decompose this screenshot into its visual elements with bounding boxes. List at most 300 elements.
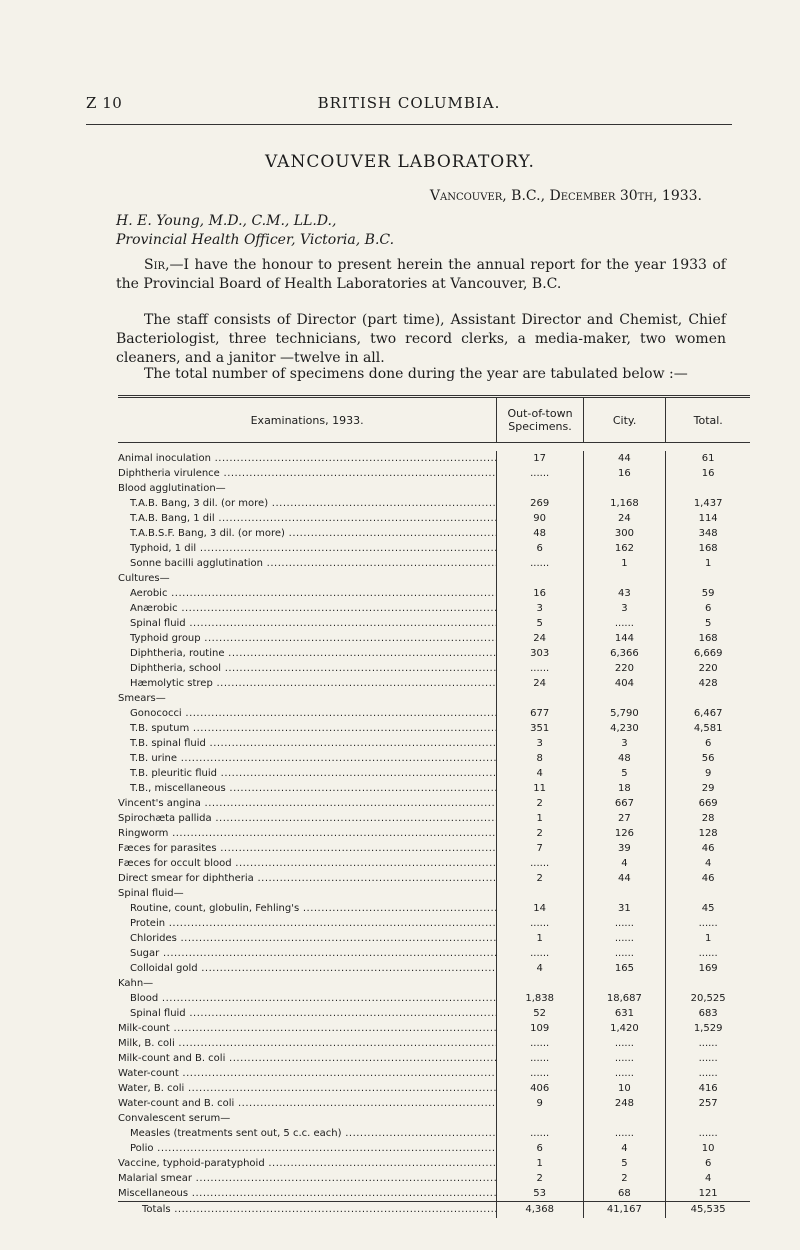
row-total: ...... [698,1053,718,1064]
row-total [666,571,750,586]
table-row [118,841,750,856]
table-row [118,1186,750,1201]
table-row [118,481,750,496]
row-label-text: Water, B. coli ..... [118,1083,497,1094]
row-label-text: Aerobic ..... [130,588,497,599]
row-total: 1,529 [693,1023,723,1034]
row-label [118,676,497,691]
table-row [118,586,750,601]
table-row [118,751,750,766]
row-label [118,601,497,616]
row-city: 5 [584,1156,667,1171]
row-label-text: Ringworm ..... [118,828,497,839]
row-total: 59 [701,588,715,599]
row-city: 4 [584,856,667,871]
row-label-text: T.B. pleuritic fluid ..... [130,768,497,779]
row-out-of-town: 16 [497,586,584,601]
row-label-text: T.A.B. Bang, 3 dil. (or more) ..... [130,498,497,509]
row-city: 18,687 [584,991,667,1006]
row-city: ...... [584,1126,667,1141]
row-total: ...... [698,1038,718,1049]
row-out-of-town: 1,838 [497,991,584,1006]
row-city: 404 [584,676,667,691]
row-label [118,541,497,556]
table-row [118,886,750,901]
row-label [118,961,497,976]
row-label [118,781,497,796]
row-city [584,481,667,496]
row-total: 669 [698,798,718,809]
table-row [118,901,750,916]
intro-text: —I have the honour to present herein the annual report for the year 1933 of the Provincial Board of Health Laboratories at Vancouver, B.C. [116,257,726,292]
row-total: 121 [698,1188,718,1199]
row-label-text: Typhoid group ..... [130,633,497,644]
row-out-of-town: 269 [497,496,584,511]
row-city [584,976,667,991]
table-row [118,541,750,556]
row-out-of-town [497,1111,584,1126]
row-total: 20,525 [690,993,726,1004]
row-label [118,526,497,541]
row-out-of-town: 1 [497,1156,584,1171]
row-out-of-town: 53 [497,1186,584,1201]
table-row [118,931,750,946]
row-label [118,1081,497,1096]
table-row [118,871,750,886]
row-city [584,1111,667,1126]
row-total: 257 [698,1098,718,1109]
row-label [118,811,497,826]
row-total: 6,467 [693,708,723,719]
row-label-text: T.B. urine ..... [130,753,497,764]
table-row [118,781,750,796]
row-out-of-town: 351 [497,721,584,736]
row-total: 683 [698,1008,718,1019]
row-city: 165 [584,961,667,976]
row-city: 1,168 [584,496,667,511]
row-total: 9 [704,768,712,779]
row-total: 4,581 [693,723,723,734]
row-out-of-town: 8 [497,751,584,766]
row-city: 667 [584,796,667,811]
row-label [118,976,497,991]
row-label [118,1186,497,1201]
row-label [118,481,497,496]
row-out-of-town: ...... [497,1126,584,1141]
row-city: 16 [584,466,667,481]
table-row [118,1021,750,1036]
row-label-text: T.B. spinal fluid ..... [130,738,497,749]
row-city: 2 [584,1171,667,1186]
row-total: 168 [698,543,718,554]
table-row [118,631,750,646]
table-row [118,1006,750,1021]
row-label [118,736,497,751]
row-label [118,871,497,886]
row-total: 4 [704,1173,712,1184]
specimens-table [118,395,750,1218]
row-total: 45 [701,903,715,914]
col-header-total: Total. [693,413,723,427]
row-city: 1 [584,556,667,571]
row-total: 1 [704,933,712,944]
row-label [118,841,497,856]
row-total: 128 [698,828,718,839]
row-label [118,631,497,646]
table-row [118,811,750,826]
row-out-of-town: 5 [497,616,584,631]
row-city: ...... [584,1051,667,1066]
row-label-text: Sonne bacilli agglutination ..... [130,558,497,569]
table-row [118,1141,750,1156]
table-row [118,1036,750,1051]
table-row [118,1171,750,1186]
row-label-text: Fæces for occult blood ..... [118,858,497,869]
row-city: 248 [584,1096,667,1111]
row-total: 56 [701,753,715,764]
row-label [118,1126,497,1141]
row-total: 4 [704,858,712,869]
row-label [118,721,497,736]
table-header-row [118,398,750,443]
table-row [118,916,750,931]
table-row [118,1096,750,1111]
row-label-text: Diphtheria, school ..... [130,663,497,674]
row-city: 300 [584,526,667,541]
row-out-of-town: 303 [497,646,584,661]
row-label [118,751,497,766]
report-title: VANCOUVER LABORATORY. [265,152,535,172]
row-city: 44 [584,871,667,886]
addressee [116,212,394,250]
row-out-of-town: ...... [497,1051,584,1066]
row-out-of-town: 4 [497,766,584,781]
row-out-of-town: 2 [497,826,584,841]
row-label-text: Sugar ..... [130,948,497,959]
row-label [118,1141,497,1156]
row-label-text: Chlorides ..... [130,933,497,944]
row-out-of-town: ...... [497,556,584,571]
row-label-text: Polio ..... [130,1143,497,1154]
table-row [118,676,750,691]
row-label-text: T.A.B. Bang, 1 dil ..... [130,513,497,524]
row-out-of-town: 52 [497,1006,584,1021]
row-label [118,856,497,871]
row-label [118,706,497,721]
paragraph-intro [116,256,726,294]
paragraph-table-intro: The total number of specimens done during the year are tabulated below :— [144,366,688,382]
row-label [118,646,497,661]
row-label-text: Protein ..... [130,918,497,929]
row-label [118,1156,497,1171]
row-total: 46 [701,873,715,884]
table-row [118,1051,750,1066]
row-city: 44 [584,451,667,466]
row-label [118,616,497,631]
row-out-of-town: ...... [497,946,584,961]
row-label-text: Routine, count, globulin, Fehling's ..... [130,903,497,914]
row-city: 4,230 [584,721,667,736]
row-label-text: Hæmolytic strep ..... [130,678,497,689]
row-out-of-town: 1 [497,931,584,946]
row-label [118,1171,497,1186]
row-city: 5,790 [584,706,667,721]
row-total: 6 [704,603,712,614]
row-city: ...... [584,616,667,631]
table-row [118,661,750,676]
table-row [118,796,750,811]
row-city: ...... [584,931,667,946]
row-city [584,691,667,706]
running-title: BRITISH COLUMBIA. [317,94,501,112]
page-header [86,94,732,125]
row-label-text: T.B. sputum ..... [130,723,497,734]
row-label-text: Smears— [118,693,166,704]
row-total: 1,437 [693,498,723,509]
totals-row [118,1201,750,1218]
row-label [118,1096,497,1111]
row-total: 114 [698,513,718,524]
row-out-of-town: 7 [497,841,584,856]
row-total: 6 [704,738,712,749]
row-city: ...... [584,1066,667,1081]
table-row [118,766,750,781]
table-row [118,466,750,481]
row-total: ...... [698,918,718,929]
row-label-text: Milk-count ..... [118,1023,497,1034]
table-row [118,706,750,721]
table-body [118,451,750,1201]
row-out-of-town: 2 [497,1171,584,1186]
table-row [118,736,750,751]
row-city: 3 [584,736,667,751]
row-out-of-town: ...... [497,916,584,931]
row-label [118,466,497,481]
table-row [118,946,750,961]
row-label [118,496,497,511]
row-label-text: Miscellaneous ..... [118,1188,497,1199]
row-city: 162 [584,541,667,556]
row-label-text: Milk-count and B. coli ..... [118,1053,497,1064]
row-label-text: Direct smear for diphtheria ..... [118,873,497,884]
row-total: 1 [704,558,712,569]
table-row [118,1126,750,1141]
row-label [118,931,497,946]
row-total: 16 [701,468,715,479]
row-label [118,946,497,961]
row-label-text: Colloidal gold ..... [130,963,497,974]
row-out-of-town: 2 [497,796,584,811]
row-total [666,691,750,706]
row-label-text: Spinal fluid— [118,888,184,899]
row-city: 18 [584,781,667,796]
row-city: ...... [584,1036,667,1051]
row-out-of-town: ...... [497,1066,584,1081]
row-label-text: Blood ..... [130,993,497,1004]
row-label-text: Vincent's angina ..... [118,798,497,809]
row-label [118,1111,497,1126]
row-city: 631 [584,1006,667,1021]
row-city: ...... [584,916,667,931]
row-total: 61 [701,453,715,464]
row-city: 43 [584,586,667,601]
row-total: 348 [698,528,718,539]
row-out-of-town: 406 [497,1081,584,1096]
row-city: 24 [584,511,667,526]
row-label-text: Convalescent serum— [118,1113,231,1124]
row-out-of-town: 2 [497,871,584,886]
row-label-text: Diphtheria virulence ..... [118,468,497,479]
row-label-text: Spirochæta pallida ..... [118,813,497,824]
table-row [118,571,750,586]
table-row [118,616,750,631]
row-out-of-town: 3 [497,601,584,616]
row-label-text: Water-count ..... [118,1068,497,1079]
row-label-text: Water-count and B. coli ..... [118,1098,497,1109]
row-out-of-town: 14 [497,901,584,916]
row-total: 416 [698,1083,718,1094]
row-out-of-town: ...... [497,856,584,871]
row-label [118,886,497,901]
row-city: 27 [584,811,667,826]
row-out-of-town: 11 [497,781,584,796]
row-total: 6,669 [693,648,723,659]
row-total: 46 [701,843,715,854]
row-label-text: Typhoid, 1 dil ..... [130,543,497,554]
row-total [666,886,750,901]
table-row [118,991,750,1006]
row-city: 3 [584,601,667,616]
table-row [118,601,750,616]
row-label [118,661,497,676]
table-row [118,1081,750,1096]
totals-label: Totals ..... [118,1202,497,1218]
row-city: 48 [584,751,667,766]
row-city: 144 [584,631,667,646]
row-total [666,481,750,496]
row-total [666,976,750,991]
table-row [118,1066,750,1081]
row-total: 29 [701,783,715,794]
table-row [118,691,750,706]
row-total: 6 [704,1158,712,1169]
table-row [118,961,750,976]
row-label-text: Spinal fluid ..... [130,1008,497,1019]
table-row [118,511,750,526]
row-label-text: Diphtheria, routine ..... [130,648,497,659]
row-city: 126 [584,826,667,841]
row-city [584,886,667,901]
row-total: 10 [701,1143,715,1154]
row-city: 31 [584,901,667,916]
row-label-text: T.A.B.S.F. Bang, 3 dil. (or more) ..... [130,528,497,539]
row-total: ...... [698,1128,718,1139]
row-total: 168 [698,633,718,644]
row-total [666,1111,750,1126]
row-label [118,691,497,706]
row-city: 5 [584,766,667,781]
row-label [118,1051,497,1066]
row-out-of-town: ...... [497,466,584,481]
row-out-of-town: 90 [497,511,584,526]
totals-out-of-town: 4,368 [497,1202,584,1218]
row-total: ...... [698,948,718,959]
row-out-of-town: 24 [497,631,584,646]
row-label [118,556,497,571]
table-row [118,826,750,841]
salutation: Sir, [144,257,170,273]
row-city [584,571,667,586]
row-label [118,451,497,466]
row-label [118,1006,497,1021]
addressee-name: H. E. Young, M.D., C.M., LL.D., [116,213,337,229]
row-out-of-town: 4 [497,961,584,976]
row-label-text: Kahn— [118,978,154,989]
row-total: 428 [698,678,718,689]
row-out-of-town: 6 [497,541,584,556]
table-row [118,646,750,661]
row-label-text: Milk, B. coli ..... [118,1038,497,1049]
row-label [118,826,497,841]
row-label [118,511,497,526]
row-out-of-town: 677 [497,706,584,721]
row-city: ...... [584,946,667,961]
table-row [118,451,750,466]
row-out-of-town: 3 [497,736,584,751]
row-label [118,901,497,916]
table-row [118,721,750,736]
col-header-examinations: Examinations, 1933. [118,398,497,442]
dateline: Vancouver, B.C., December 30th, 1933. [429,188,702,204]
row-label [118,571,497,586]
row-out-of-town: 48 [497,526,584,541]
table-row [118,526,750,541]
row-total: 169 [698,963,718,974]
table-row [118,496,750,511]
row-label-text: Animal inoculation ..... [118,453,497,464]
row-label-text: Gonococci ..... [130,708,497,719]
row-label-text: Anærobic ..... [130,603,497,614]
row-total: 220 [698,663,718,674]
row-city: 39 [584,841,667,856]
table-row [118,856,750,871]
row-label [118,586,497,601]
row-city: 10 [584,1081,667,1096]
row-label [118,796,497,811]
row-out-of-town: 9 [497,1096,584,1111]
row-label-text: Cultures— [118,573,170,584]
row-total: 28 [701,813,715,824]
paragraph-staff: The staff consists of Director (part time), Assistant Director and Chemist, Chief Bacteriologist, three technicians, two record clerks, a media-maker, two women cleaners, and a janitor —twelve in all. [116,312,726,366]
col-header-city: City. [584,398,667,442]
row-total: 5 [704,618,712,629]
row-label [118,1066,497,1081]
row-out-of-town [497,571,584,586]
row-out-of-town [497,481,584,496]
row-label-text: Measles (treatments sent out, 5 c.c. each) ..... [130,1128,497,1139]
row-out-of-town: 17 [497,451,584,466]
col-header-out-of-town: Out-of-town Specimens. [497,398,584,442]
row-label-text: Malarial smear ..... [118,1173,497,1184]
row-city: 6,366 [584,646,667,661]
row-out-of-town [497,691,584,706]
table-row [118,1156,750,1171]
row-city: 220 [584,661,667,676]
row-out-of-town: 109 [497,1021,584,1036]
row-city: 68 [584,1186,667,1201]
row-label [118,1021,497,1036]
row-city: 4 [584,1141,667,1156]
